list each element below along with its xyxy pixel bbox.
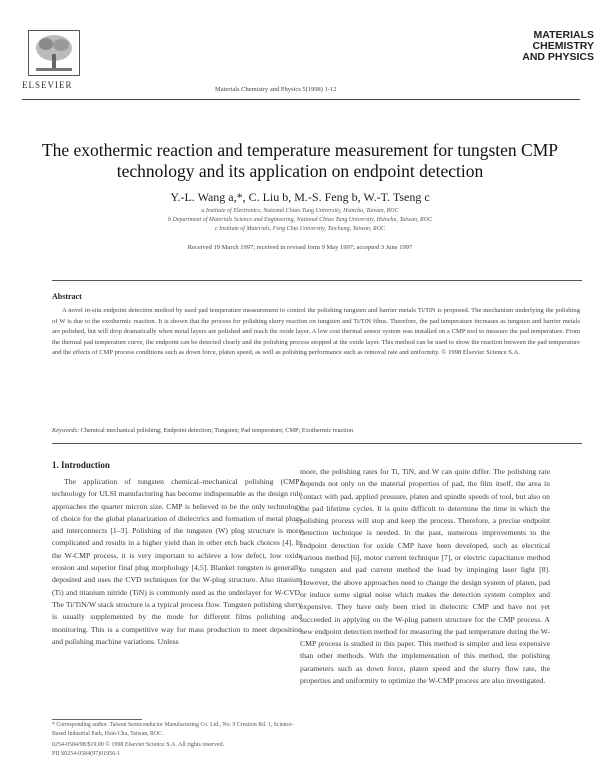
article-title: The exothermic reaction and temperature measurement for tungsten CMP technology and its application on endpoint detection xyxy=(41,140,559,181)
publisher-name: ELSEVIER xyxy=(22,80,73,90)
journal-brand: MATERIALS CHEMISTRY AND PHYSICS xyxy=(522,29,594,63)
tree-emblem-icon xyxy=(28,30,80,76)
copyright-line: 0254-0584/98/$19.00 © 1998 Elsevier Science S.A. All rights reserved. xyxy=(52,742,225,748)
body-right-column: more, the polishing rates for Ti, TiN, and W can quite differ. The polishing rate depends not only on the material properties of pad, the film itself, the area in contact with pad, applied pressure, platen and spindle speeds of tool, but also on the pad lifetime cycles. It is quite difficult to determine the time in which the polishing process will stop and keep the process. Therefore, a precise endpoint detection technique is needed. In the past, numerous improvements to the endpoint detection for oxide CMP have been developed, such as electrical various method [6], motor current technique [7], or electric capacitance method to tungsten and pad current method the load by impinging laser light [8]. However, the above approaches need to change the design system of platen, pad or induce some signal noise which makes the detection system complex and expensive. They have only been tried in dielectric CMP and have not yet succeeded in applying on the W-plug pattern structure for the CMP process. A new endpoint detection method for measuring the pad temperature during the W-CMP process is studied in this paper. This method is simpler and less expensive than other methods. With the implementation of this method, the polishing parameters such as down force, platen speed and the slurry flow rate, the properties and uniformity to optimize the W-CMP process are also investigated. xyxy=(300,467,550,686)
affiliation-a: a Institute of Electronics, National Chiao Tung University, Hsinchu, Taiwan, ROC xyxy=(201,208,399,214)
elsevier-logo xyxy=(28,30,80,76)
copyright-meta xyxy=(52,741,312,759)
affiliation-b: b Department of Materials Science and Engineering, National Chiao Tung University, Hsinchu, Taiwan, ROC xyxy=(168,217,432,223)
journal-citation: Materials Chemistry and Physics 5(1998) 1-12 xyxy=(215,86,337,93)
section-heading: 1. Introduction xyxy=(52,460,110,470)
corresponding-author-footnote: * Corresponding author. Taiwan Semiconductor Manufacturing Co. Ltd., No. 9 Creation Rd. 1, Science-Based Industrial Park, Hsin-Chu, Taiwan, ROC. xyxy=(52,722,294,737)
received-dates: Received 19 March 1997; received in revised form 9 May 1997; accepted 3 June 1997 xyxy=(187,244,413,251)
footnote-divider xyxy=(52,719,142,720)
abstract-heading: Abstract xyxy=(52,292,82,301)
keywords-list: Chemical mechanical polishing; Endpoint detection; Tungsten; Pad temperature; CMP; Exothermic reaction xyxy=(80,427,354,434)
keywords-label: Keywords: xyxy=(52,427,80,434)
article-authors: Y.-L. Wang a,*, C. Liu b, M.-S. Feng b, W.-T. Tseng c xyxy=(170,190,430,204)
body-left-column: The application of tungsten chemical–mechanical polishing (CMP) technology for ULSI manufacturing has become indispensable as the design rule approaches the quarter micron size. CMP is believed to be the only technology of choice for the global planarization of dielectrics and formation of metal plugs and interconnects [1–3]. Polishing of the tungsten (W) plug structure is more complicated and results in a higher yield than in other etch back choices [4]. In the W-CMP process, it is very important to achieve a low defect, low oxide erosion and superior final plug morphology [4,5]. Blanket tungsten is generally deposited and uses the CVD techniques for the W-plug structure. Also titanium (Ti) and titanium nitride (TiN) is commonly used as the underlayer for W-CVD. The Ti/TiN/W stack structure is a typical process flow. Tungsten polishing slurry is usually supplemented by the mode for different films polishing and monitoring. This is a competitive way for mass production to meet deposition and polishing machine variations. Unless xyxy=(52,477,302,646)
keywords xyxy=(52,427,580,434)
affiliation-c: c Institute of Materials, Feng Chia University, Taichung, Taiwan, ROC xyxy=(214,226,386,232)
abstract-text: A novel in-situ endpoint detection method by used pad temperature measurement to control the polishing tungsten and barrier metals Ti/TiN is proposed. The mechanism underlying the polishing of W is due to the exothermic reaction. It is shown that the process for polishing slurry reaction on tungsten and Ti/TiN films. Therefore, the pad temperature increases as tungsten and barrier metals are polished, but will drop dramatically when metal layers are polished and reach the oxide layer. A low cost thermal sensor system was installed on a CMP tool to measure the pad temperature. From the thermal pad temperature curve, the endpoint can be detected clearly and the polishing process stopped at the oxide layer. This method can be used to show the reaction between the pad temperature and the effects of CMP process conditions such as down force, platen speed, as well as polishing performance such as removal rate and uniformity. © 1998 Elsevier Science S.A. xyxy=(52,307,580,357)
pii-line: PII S0254-0584(97)01956-1 xyxy=(52,751,121,757)
abstract-top-divider xyxy=(52,280,582,281)
header-divider xyxy=(22,99,580,100)
abstract-bottom-divider xyxy=(52,443,582,444)
